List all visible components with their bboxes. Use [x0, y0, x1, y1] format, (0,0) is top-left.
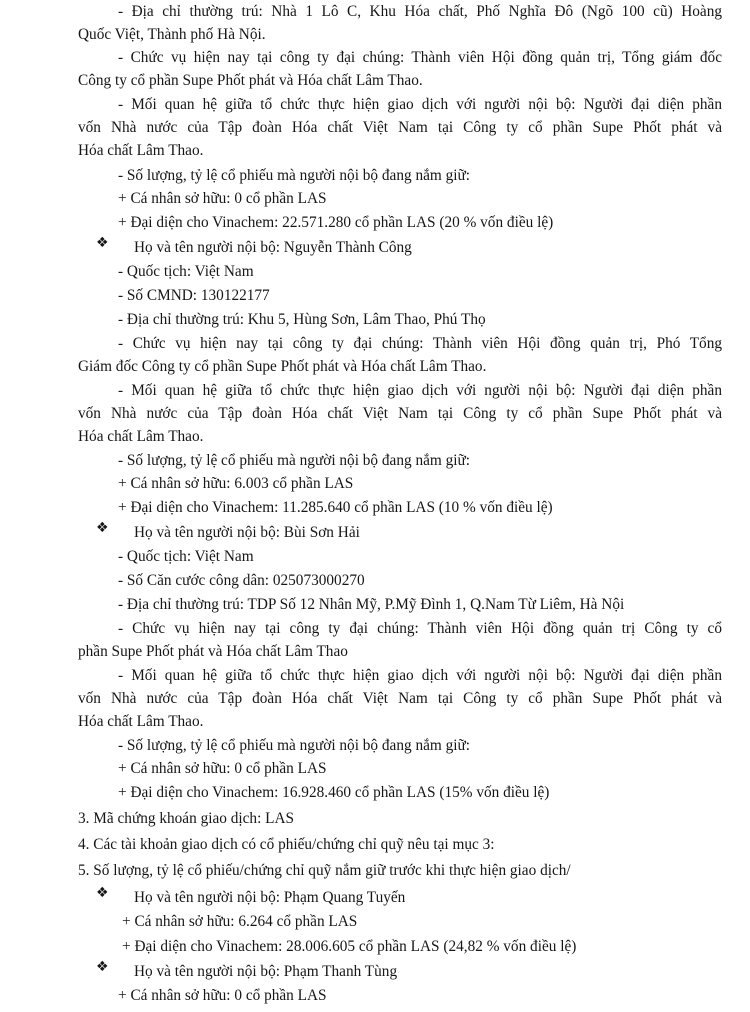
section-4: 4. Các tài khoản giao dịch có cổ phiếu/chứng chỉ quỹ nêu tại mục 3: [78, 836, 495, 853]
individual-shares: + Cá nhân sở hữu: 0 cổ phần LAS [118, 760, 327, 777]
nationality: - Quốc tịch: Việt Nam [118, 263, 254, 280]
position-line-2: phần Supe Phốt phát và Hóa chất Lâm Thao [78, 643, 348, 660]
relationship-line-3: Hóa chất Lâm Thao. [78, 142, 204, 159]
position-line-2: Công ty cổ phần Supe Phốt phát và Hóa chất Lâm Thao. [78, 72, 423, 89]
id-number: - Số CMND: 130122177 [118, 287, 270, 304]
relationship-line-3: Hóa chất Lâm Thao. [78, 428, 204, 445]
individual-shares: + Cá nhân sở hữu: 0 cổ phần LAS [118, 987, 327, 1004]
relationship-line-2: vốn Nhà nước của Tập đoàn Hóa chất Việt Nam tại Công ty cổ phần Supe Phốt phát và [78, 405, 722, 422]
citizen-id: - Số Căn cước công dân: 025073000270 [118, 572, 365, 589]
individual-shares: + Cá nhân sở hữu: 6.003 cổ phần LAS [118, 475, 354, 492]
diamond-cross-bullet-icon: ❖ [96, 959, 109, 975]
vinachem-shares: + Đại diện cho Vinachem: 16.928.460 cổ phần LAS (15% vốn điều lệ) [118, 784, 550, 801]
vinachem-shares: + Đại diện cho Vinachem: 28.006.605 cổ phần LAS (24,82 % vốn điều lệ) [122, 938, 577, 955]
diamond-cross-bullet-icon: ❖ [96, 235, 109, 251]
relationship-line-2: vốn Nhà nước của Tập đoàn Hóa chất Việt Nam tại Công ty cổ phần Supe Phốt phát và [78, 690, 722, 707]
shares-heading: - Số lượng, tỷ lệ cổ phiếu mà người nội bộ đang nắm giữ: [118, 737, 471, 754]
diamond-cross-bullet-icon: ❖ [96, 885, 109, 901]
vinachem-shares: + Đại diện cho Vinachem: 22.571.280 cổ phần LAS (20 % vốn điều lệ) [118, 214, 554, 231]
shares-heading: - Số lượng, tỷ lệ cổ phiếu mà người nội bộ đang nắm giữ: [118, 167, 471, 184]
nationality: - Quốc tịch: Việt Nam [118, 548, 254, 565]
position-line-2: Giám đốc Công ty cổ phần Supe Phốt phát và Hóa chất Lâm Thao. [78, 358, 487, 375]
diamond-cross-bullet-icon: ❖ [96, 520, 109, 536]
insider-name: Họ và tên người nội bộ: Phạm Quang Tuyến [134, 889, 406, 906]
position-line-1: - Chức vụ hiện nay tại công ty đại chúng: Thành viên Hội đồng quản trị, Phó Tổng [118, 335, 722, 352]
insider-name: Họ và tên người nội bộ: Bùi Sơn Hải [134, 524, 360, 541]
position-line-1: - Chức vụ hiện nay tại công ty đại chúng: Thành viên Hội đồng quản trị, Tổng giám đốc [118, 49, 722, 66]
relationship-line-2: vốn Nhà nước của Tập đoàn Hóa chất Việt Nam tại Công ty cổ phần Supe Phốt phát và [78, 119, 722, 136]
address-line-2: Quốc Việt, Thành phố Hà Nội. [78, 26, 266, 43]
vinachem-shares: + Đại diện cho Vinachem: 11.285.640 cổ phần LAS (10 % vốn điều lệ) [118, 499, 553, 516]
relationship-line-1: - Mối quan hệ giữa tổ chức thực hiện giao dịch với người nội bộ: Người đại diện phần [118, 667, 722, 684]
insider-name: Họ và tên người nội bộ: Phạm Thanh Tùng [134, 963, 398, 980]
relationship-line-1: - Mối quan hệ giữa tổ chức thực hiện giao dịch với người nội bộ: Người đại diện phần [118, 96, 722, 113]
section-5: 5. Số lượng, tỷ lệ cổ phiếu/chứng chỉ quỹ nắm giữ trước khi thực hiện giao dịch/ [78, 862, 571, 879]
position-line-1: - Chức vụ hiện nay tại công ty đại chúng: Thành viên Hội đồng quản trị Công ty cổ [118, 620, 722, 637]
section-3: 3. Mã chứng khoán giao dịch: LAS [78, 810, 295, 827]
individual-shares: + Cá nhân sở hữu: 0 cổ phần LAS [118, 190, 327, 207]
address: - Địa chỉ thường trú: TDP Số 12 Nhân Mỹ, P.Mỹ Đình 1, Q.Nam Từ Liêm, Hà Nội [118, 596, 625, 613]
relationship-line-1: - Mối quan hệ giữa tổ chức thực hiện giao dịch với người nội bộ: Người đại diện phần [118, 382, 722, 399]
shares-heading: - Số lượng, tỷ lệ cổ phiếu mà người nội bộ đang nắm giữ: [118, 452, 471, 469]
address: - Địa chỉ thường trú: Khu 5, Hùng Sơn, Lâm Thao, Phú Thọ [118, 311, 486, 328]
insider-name: Họ và tên người nội bộ: Nguyễn Thành Công [134, 239, 412, 256]
individual-shares: + Cá nhân sở hữu: 6.264 cổ phần LAS [122, 913, 358, 930]
address-line-1: - Địa chỉ thường trú: Nhà 1 Lô C, Khu Hóa chất, Phố Nghĩa Đô (Ngõ 100 cũ) Hoàng [118, 3, 722, 20]
relationship-line-3: Hóa chất Lâm Thao. [78, 713, 204, 730]
